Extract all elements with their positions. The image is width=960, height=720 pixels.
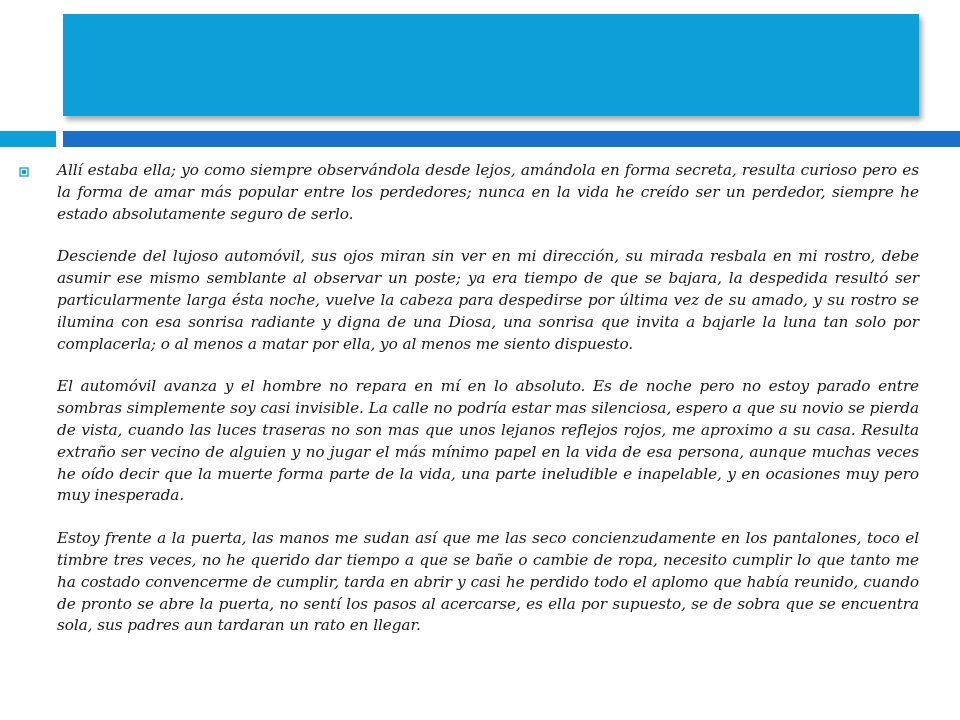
paragraph-3: El automóvil avanza y el hombre no repara en mí en lo absoluto. Es de noche pero no estoy parado entre sombras simplemente soy casi invisible. La calle no podría estar mas silenciosa, espero a que su novio se pierda de vista, cuando las luces traseras no son mas que unos lejanos reflejos rojos, me aproximo a su casa. Resulta extraño ser vecino de alguien y no jugar el más mínimo papel en la vida de esa persona, aunque muchas veces he oído decir que la muerte forma parte de la vida, una parte ineludible e inapelable, y en ocasiones muy pero muy inesperada. xyxy=(57,377,919,505)
accent-bar-left xyxy=(0,131,56,147)
accent-bar-right xyxy=(63,131,960,147)
body-text[interactable] xyxy=(57,160,919,658)
paragraph-4: Estoy frente a la puerta, las manos me sudan así que me las seco concienzudamente en los pantalones, toco el timbre tres veces, no he querido dar tiempo a que se bañe o cambie de ropa, necesito cumplir lo que tanto me ha costado convencerme de cumplir, tarda en abrir y casi he perdido todo el aplomo que había reunido, cuando de pronto se abre la puerta, no sentí los pasos al acercarse, es ella por supuesto, se de sobra que se encuentra sola, sus padres aun tardaran un rato en llegar. xyxy=(57,529,919,635)
square-bullet-icon xyxy=(19,167,29,177)
paragraph-2: Desciende del lujoso automóvil, sus ojos miran sin ver en mi dirección, su mirada resbala en mi rostro, debe asumir ese mismo semblante al observar un poste; ya era tiempo de que se bajara, la despedida resultó ser particularmente larga ésta noche, vuelve la cabeza para despedirse por última vez de su amado, y su rostro se ilumina con esa sonrisa radiante y digna de una Diosa, una sonrisa que invita a bajarle la luna tan solo por complacerla; o al menos a matar por ella, yo al menos me siento dispuesto. xyxy=(57,247,919,353)
paragraph-1: Allí estaba ella; yo como siempre observándola desde lejos, amándola en forma secreta, resulta curioso pero es la forma de amar más popular entre los perdedores; nunca en la vida he creído ser un perdedor, siempre he estado absolutamente seguro de serlo. xyxy=(57,161,919,223)
title-box[interactable] xyxy=(63,14,919,116)
